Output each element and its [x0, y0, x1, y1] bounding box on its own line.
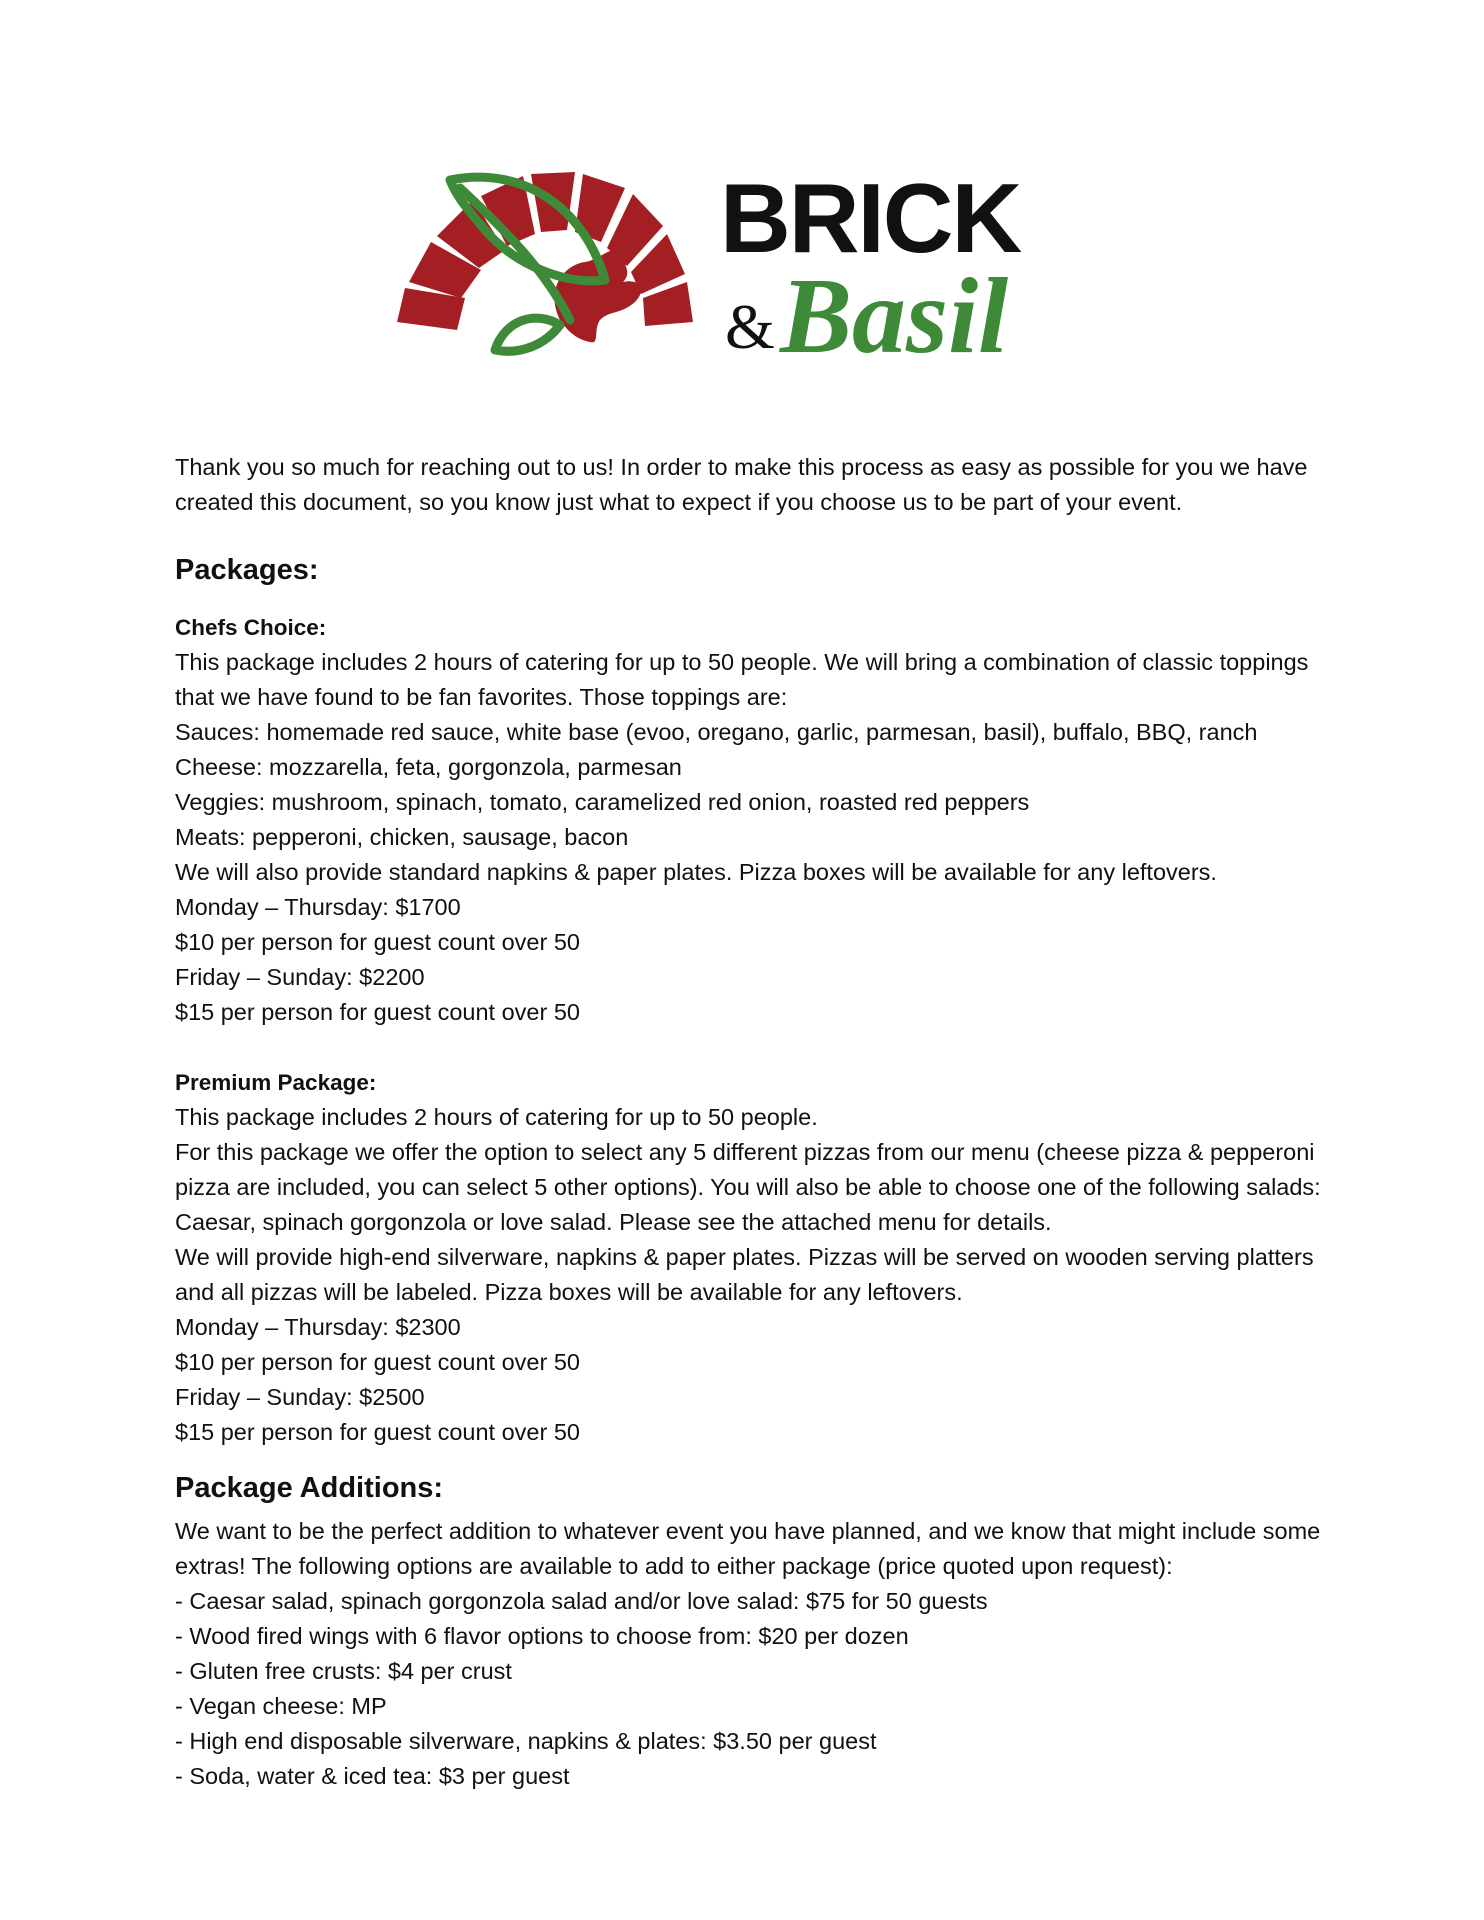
premium-price-weekday-extra: $10 per person for guest count over 50: [175, 1349, 580, 1375]
brand-ampersand: &: [725, 291, 775, 362]
chefs-choice-title: Chefs Choice:: [175, 615, 327, 640]
addition-item: - Vegan cheese: MP: [175, 1693, 387, 1719]
chefs-choice-price-weekend: Friday – Sunday: $2200: [175, 964, 425, 990]
additions-intro: We want to be the perfect addition to whatever event you have planned, and we know that might include some extras! The following options are available to add to either package (price quoted upon request):: [175, 1518, 1321, 1579]
premium-line-3: We will provide high-end silverware, napkins & paper plates. Pizzas will be served on wooden serving platters and all pizzas will be labeled. Pizza boxes will be available for any leftovers.: [175, 1244, 1314, 1305]
packages-heading: Packages:: [175, 554, 319, 586]
package-additions-heading: Package Additions:: [175, 1472, 444, 1504]
chefs-choice-veggies: Veggies: mushroom, spinach, tomato, caramelized red onion, roasted red peppers: [175, 789, 1030, 815]
brick-and-basil-logo: [395, 170, 1095, 380]
brand-name-brick: BRICK: [720, 170, 1021, 273]
document-body: [175, 450, 1325, 1794]
chefs-choice-meats: Meats: pepperoni, chicken, sausage, bacon: [175, 824, 629, 850]
chefs-choice-description: This package includes 2 hours of catering for up to 50 people. We will bring a combination of classic toppings that we have found to be fan favorites. Those toppings are:: [175, 649, 1309, 710]
addition-item: - Gluten free crusts: $4 per crust: [175, 1658, 512, 1684]
premium-price-weekday: Monday – Thursday: $2300: [175, 1314, 461, 1340]
addition-item: - High end disposable silverware, napkins & plates: $3.50 per guest: [175, 1728, 877, 1754]
chefs-choice-price-weekend-extra: $15 per person for guest count over 50: [175, 999, 580, 1025]
premium-line-1: This package includes 2 hours of catering for up to 50 people.: [175, 1104, 818, 1130]
chefs-choice-sauces: Sauces: homemade red sauce, white base (evoo, oregano, garlic, parmesan, basil), buffalo, BBQ, ranch: [175, 719, 1258, 745]
chefs-choice-price-weekday-extra: $10 per person for guest count over 50: [175, 929, 580, 955]
chefs-choice-cheese: Cheese: mozzarella, feta, gorgonzola, parmesan: [175, 754, 682, 780]
premium-package-title: Premium Package:: [175, 1070, 377, 1095]
addition-item: - Soda, water & iced tea: $3 per guest: [175, 1763, 570, 1789]
brand-name-basil: Basil: [780, 257, 1009, 376]
premium-price-weekend-extra: $15 per person for guest count over 50: [175, 1419, 580, 1445]
premium-price-weekend: Friday – Sunday: $2500: [175, 1384, 425, 1410]
addition-item: - Caesar salad, spinach gorgonzola salad and/or love salad: $75 for 50 guests: [175, 1588, 988, 1614]
intro-paragraph: Thank you so much for reaching out to us! In order to make this process as easy as possible for you we have created this document, so you know just what to expect if you choose us to be part of your event.: [175, 454, 1308, 515]
premium-line-2: For this package we offer the option to select any 5 different pizzas from our menu (cheese pizza & pepperoni pizza are included, you can select 5 other options). You will also be able to choose one of the following salads: Caesar, spinach gorgonzola or love salad. Please see the attached menu for details.: [175, 1139, 1321, 1235]
addition-item: - Wood fired wings with 6 flavor options to choose from: $20 per dozen: [175, 1623, 909, 1649]
chefs-choice-extras: We will also provide standard napkins & paper plates. Pizza boxes will be available for any leftovers.: [175, 859, 1217, 885]
chefs-choice-price-weekday: Monday – Thursday: $1700: [175, 894, 461, 920]
